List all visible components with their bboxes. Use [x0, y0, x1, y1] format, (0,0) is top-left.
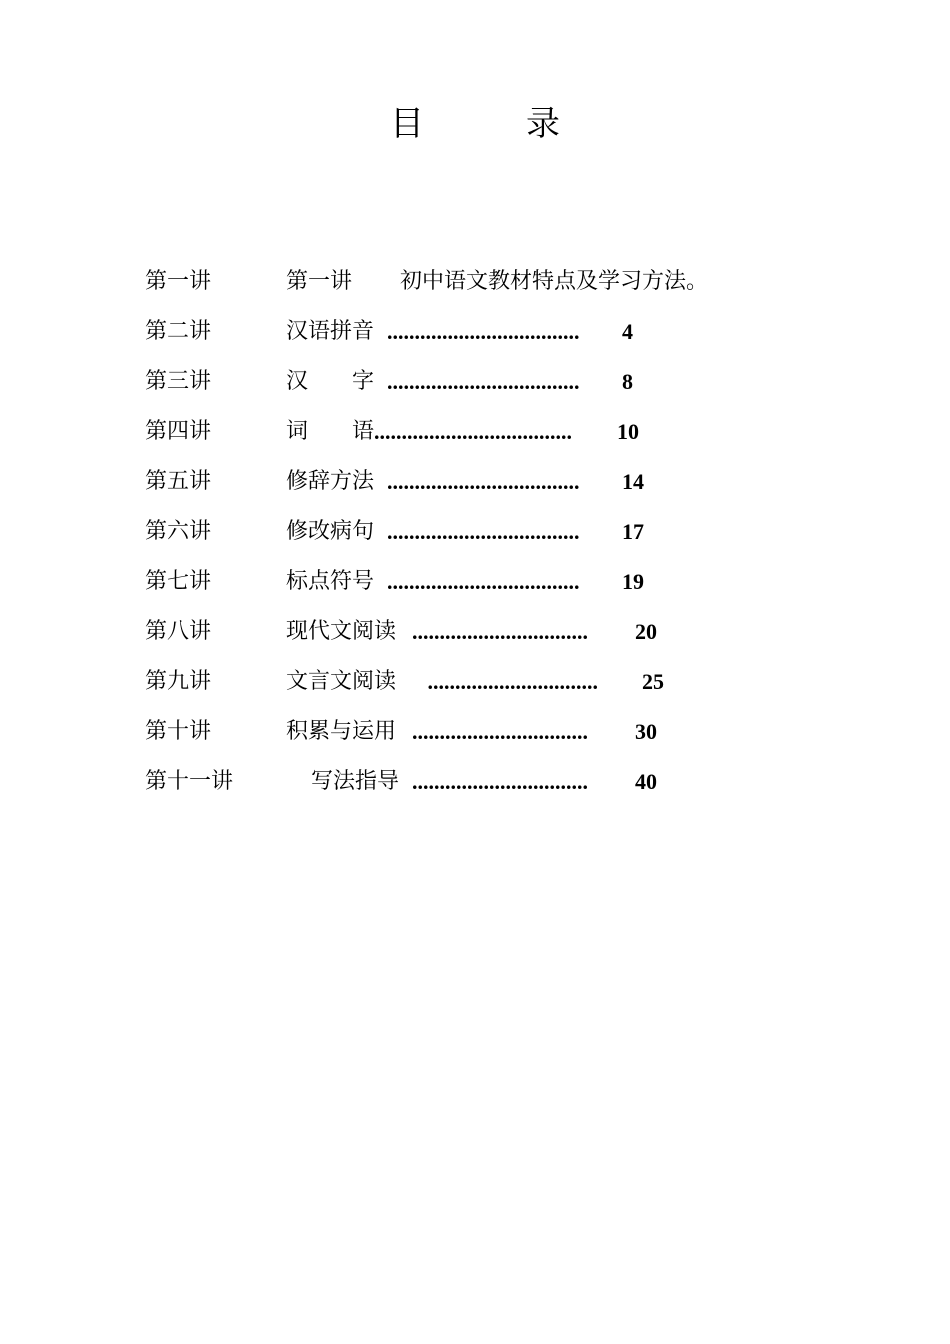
dot-leader: ................................... — [387, 319, 580, 344]
topic-title: 标点符号 — [286, 569, 375, 594]
topic-title: 汉语拼音 — [286, 319, 375, 344]
toc-entry-11[interactable] — [0, 764, 950, 800]
lecture-label: 第九讲 — [145, 669, 212, 694]
page-number: 4 — [622, 319, 633, 344]
lecture-label: 第三讲 — [145, 369, 212, 394]
lecture-label: 第五讲 — [145, 469, 212, 494]
toc-entry-1[interactable] — [0, 264, 950, 300]
toc-entry-3[interactable] — [0, 364, 950, 400]
topic-title: 词 语 — [286, 419, 375, 444]
page-number: 20 — [635, 619, 657, 644]
toc-entry-5[interactable] — [0, 464, 950, 500]
page-number: 19 — [622, 569, 644, 594]
toc-entry-6[interactable] — [0, 514, 950, 550]
dot-leader: .................................... — [374, 419, 572, 444]
dot-leader: ................................... — [387, 469, 580, 494]
toc-entry-2[interactable] — [0, 314, 950, 350]
page-number: 17 — [622, 519, 644, 544]
page-number: 25 — [642, 669, 664, 694]
topic-title: 现代文阅读 — [286, 619, 397, 644]
toc-entry-4[interactable] — [0, 414, 950, 450]
dot-leader: ................................... — [387, 519, 580, 544]
topic-title: 汉 字 — [286, 369, 375, 394]
lecture-label: 第四讲 — [145, 419, 212, 444]
topic-title: 修辞方法 — [286, 469, 375, 494]
lecture-label: 第六讲 — [145, 519, 212, 544]
page-title: 目 录 — [390, 104, 560, 144]
dot-leader: ............................... — [422, 669, 598, 694]
page-number: 40 — [635, 769, 657, 794]
toc-entry-7[interactable] — [0, 564, 950, 600]
toc-entry-8[interactable] — [0, 614, 950, 650]
dot-leader: ................................ — [412, 619, 588, 644]
dot-leader: ................................... — [387, 569, 580, 594]
topic-title: 积累与运用 — [286, 719, 397, 744]
lecture-label: 第一讲 — [145, 269, 212, 294]
topic-title: 写法指导 — [311, 769, 400, 794]
topic-title: 文言文阅读 — [286, 669, 397, 694]
topic-title: 修改病句 — [286, 519, 375, 544]
dot-leader: ................................ — [412, 719, 588, 744]
dot-leader: ................................ — [412, 769, 588, 794]
lecture-label: 第八讲 — [145, 619, 212, 644]
page-number: 14 — [622, 469, 644, 494]
topic-subtitle: 初中语文教材特点及学习方法。 — [400, 269, 709, 294]
page-number: 8 — [622, 369, 633, 394]
dot-leader: ................................... — [387, 369, 580, 394]
page-number: 10 — [617, 419, 639, 444]
toc-entry-10[interactable] — [0, 714, 950, 750]
lecture-label: 第十讲 — [145, 719, 212, 744]
lecture-label: 第七讲 — [145, 569, 212, 594]
lecture-label: 第二讲 — [145, 319, 212, 344]
toc-entry-9[interactable] — [0, 664, 950, 700]
page-number: 30 — [635, 719, 657, 744]
topic-title: 第一讲 — [286, 269, 353, 294]
lecture-label: 第十一讲 — [145, 769, 234, 794]
